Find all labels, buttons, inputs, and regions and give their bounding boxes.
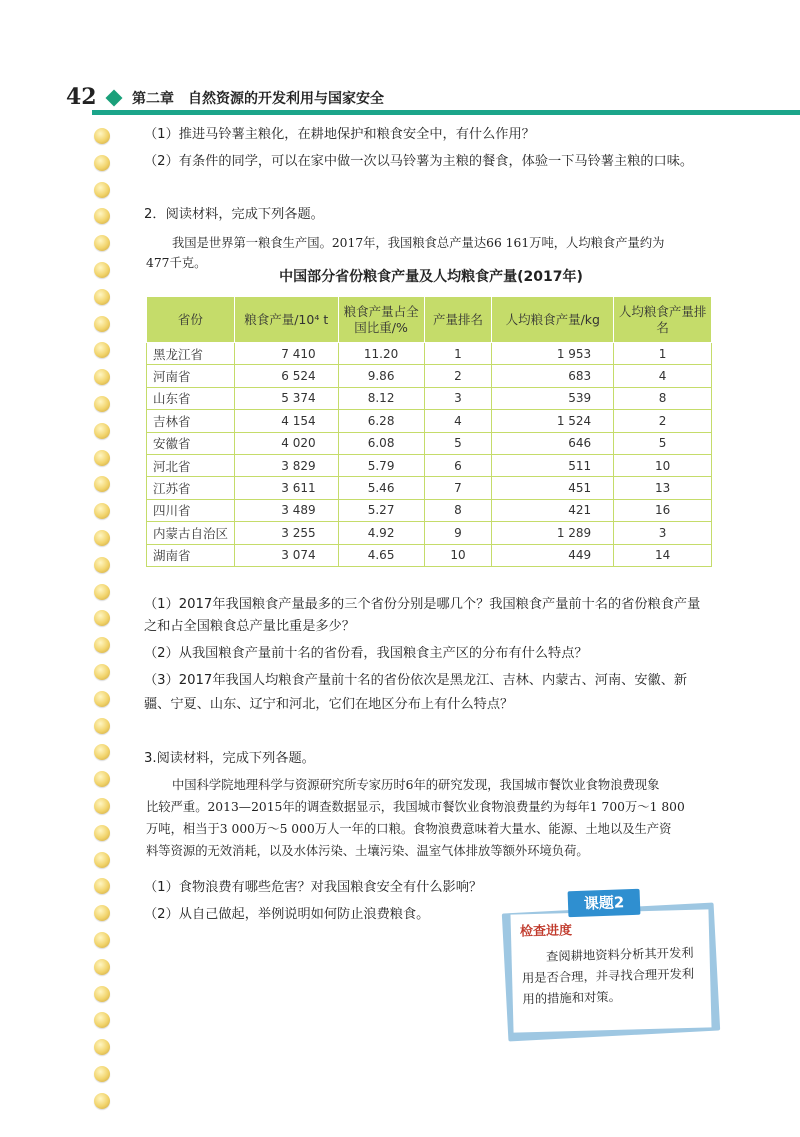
binder-hole (94, 905, 110, 921)
cell-rank: 10 (424, 544, 492, 566)
binder-hole (94, 155, 110, 171)
table-row (147, 432, 712, 454)
cell-per-capita: 449 (492, 544, 614, 566)
header-per-capita: 人均粮食产量/kg (492, 297, 614, 343)
cell-per-capita-rank: 2 (614, 410, 712, 432)
binder-hole (94, 691, 110, 707)
binder-hole (94, 182, 110, 198)
binder-hole (94, 932, 110, 948)
binder-hole (94, 986, 110, 1002)
q2-sub1-line2: 之和占全国粮食总产量比重是多少？ (144, 619, 355, 634)
grain-table (146, 296, 712, 567)
q3-sub2: （2）从自己做起，举例说明如何防止浪费粮食。 (144, 907, 430, 922)
header-per-capita-rank: 人均粮食产量排名 (614, 297, 712, 343)
cell-rank: 2 (424, 365, 492, 387)
binder-hole (94, 369, 110, 385)
cell-rank: 4 (424, 410, 492, 432)
binder-holes (94, 128, 114, 1119)
table-title: 中国部分省份粮食产量及人均粮食产量(2017年) (279, 269, 583, 285)
binder-hole (94, 1093, 110, 1109)
table-row (147, 343, 712, 365)
q2-para-line2: 477千克。 (146, 256, 207, 270)
cell-rank: 6 (424, 454, 492, 476)
topic-tag: 课题2 (568, 889, 641, 917)
q2-para-line1: 我国是世界第一粮食生产国。2017年，我国粮食总产量达66 161万吨，人均粮食产量约为 (172, 236, 665, 250)
cell-province: 吉林省 (147, 410, 235, 432)
cell-per-capita-rank: 16 (614, 499, 712, 521)
cell-output: 3 255 (234, 522, 338, 544)
q3-para-line3: 万吨，相当于3 000万～5 000万人一年的口粮。食物浪费意味着大量水、能源、土地以及生产资 (146, 822, 672, 836)
table-row (147, 387, 712, 409)
cell-share: 8.12 (338, 387, 424, 409)
cell-share: 4.92 (338, 522, 424, 544)
q3-heading: 3.阅读材料，完成下列各题。 (144, 751, 315, 766)
q2-sub3-line2: 疆、宁夏、山东、辽宁和河北，它们在地区分布上有什么特点？ (144, 697, 514, 712)
table-row (147, 499, 712, 521)
binder-hole (94, 316, 110, 332)
binder-hole (94, 1012, 110, 1028)
cell-province: 河南省 (147, 365, 235, 387)
cell-share: 5.79 (338, 454, 424, 476)
header-share: 粮食产量占全国比重/% (338, 297, 424, 343)
cell-province: 黑龙江省 (147, 343, 235, 365)
cell-output: 3 074 (234, 544, 338, 566)
cell-per-capita-rank: 3 (614, 522, 712, 544)
cell-output: 3 829 (234, 454, 338, 476)
cell-rank: 1 (424, 343, 492, 365)
table-row (147, 365, 712, 387)
chapter-title: 第二章 自然资源的开发利用与国家安全 (132, 91, 384, 107)
binder-hole (94, 959, 110, 975)
cell-share: 5.46 (338, 477, 424, 499)
cell-per-capita: 646 (492, 432, 614, 454)
q2-sub1-line1: （1）2017年我国粮食产量最多的三个省份分别是哪几个？我国粮食产量前十名的省份粮食产量 (144, 597, 701, 612)
page-number: 42 (66, 84, 97, 110)
cell-output: 5 374 (234, 387, 338, 409)
q3-para-line2: 比较严重。2013—2015年的调查数据显示，我国城市餐饮业食物浪费量约为每年1 700万～1 800 (146, 800, 685, 814)
q1-sub1: （1）推进马铃薯主粮化，在耕地保护和粮食安全中，有什么作用？ (144, 127, 535, 142)
binder-hole (94, 584, 110, 600)
cell-share: 9.86 (338, 365, 424, 387)
diamond-icon (106, 90, 123, 107)
cell-province: 内蒙古自治区 (147, 522, 235, 544)
cell-per-capita: 511 (492, 454, 614, 476)
q2-sub3-line1: （3）2017年我国人均粮食产量前十名的省份依次是黑龙江、吉林、内蒙古、河南、安徽、新 (144, 673, 688, 688)
cell-rank: 8 (424, 499, 492, 521)
binder-hole (94, 1039, 110, 1055)
cell-per-capita: 451 (492, 477, 614, 499)
binder-hole (94, 128, 110, 144)
binder-hole (94, 262, 110, 278)
cell-per-capita: 1 289 (492, 522, 614, 544)
cell-share: 6.08 (338, 432, 424, 454)
binder-hole (94, 235, 110, 251)
cell-province: 四川省 (147, 499, 235, 521)
cell-per-capita: 683 (492, 365, 614, 387)
q3-sub1: （1）食物浪费有哪些危害？对我国粮食安全有什么影响？ (144, 880, 483, 895)
cell-province: 山东省 (147, 387, 235, 409)
table-header-row (147, 297, 712, 343)
cell-per-capita-rank: 4 (614, 365, 712, 387)
cell-per-capita-rank: 1 (614, 343, 712, 365)
cell-share: 6.28 (338, 410, 424, 432)
table-row (147, 410, 712, 432)
table-row (147, 544, 712, 566)
q2-heading: 2．阅读材料，完成下列各题。 (144, 207, 324, 222)
binder-hole (94, 557, 110, 573)
header-rank: 产量排名 (424, 297, 492, 343)
cell-per-capita-rank: 8 (614, 387, 712, 409)
binder-hole (94, 530, 110, 546)
binder-hole (94, 664, 110, 680)
binder-hole (94, 771, 110, 787)
cell-share: 11.20 (338, 343, 424, 365)
cell-per-capita-rank: 10 (614, 454, 712, 476)
cell-province: 湖南省 (147, 544, 235, 566)
table-row (147, 454, 712, 476)
binder-hole (94, 503, 110, 519)
cell-per-capita-rank: 14 (614, 544, 712, 566)
binder-hole (94, 396, 110, 412)
cell-output: 3 489 (234, 499, 338, 521)
cell-output: 4 020 (234, 432, 338, 454)
cell-per-capita: 1 953 (492, 343, 614, 365)
binder-hole (94, 878, 110, 894)
cell-rank: 5 (424, 432, 492, 454)
binder-hole (94, 798, 110, 814)
binder-hole (94, 342, 110, 358)
cell-province: 安徽省 (147, 432, 235, 454)
binder-hole (94, 744, 110, 760)
q1-sub2: （2）有条件的同学，可以在家中做一次以马铃薯为主粮的餐食，体验一下马铃薯主粮的口味。 (144, 154, 694, 169)
header-rule (92, 110, 800, 115)
q2-sub2: （2）从我国粮食产量前十名的省份看，我国粮食主产区的分布有什么特点？ (144, 646, 588, 661)
table-row (147, 477, 712, 499)
binder-hole (94, 423, 110, 439)
binder-hole (94, 450, 110, 466)
cell-output: 3 611 (234, 477, 338, 499)
cell-rank: 3 (424, 387, 492, 409)
binder-hole (94, 852, 110, 868)
table-row (147, 522, 712, 544)
cell-rank: 9 (424, 522, 492, 544)
binder-hole (94, 208, 110, 224)
binder-hole (94, 289, 110, 305)
binder-hole (94, 476, 110, 492)
cell-share: 5.27 (338, 499, 424, 521)
cell-rank: 7 (424, 477, 492, 499)
cell-per-capita-rank: 5 (614, 432, 712, 454)
topic-text: 查阅耕地资料分析其开发利用是否合理，并寻找合理开发利用的措施和对策。 (521, 945, 695, 1007)
cell-output: 4 154 (234, 410, 338, 432)
header-province: 省份 (147, 297, 235, 343)
topic-heading: 检查进度 (519, 923, 573, 940)
cell-per-capita: 421 (492, 499, 614, 521)
binder-hole (94, 825, 110, 841)
cell-output: 6 524 (234, 365, 338, 387)
binder-hole (94, 718, 110, 734)
binder-hole (94, 637, 110, 653)
cell-output: 7 410 (234, 343, 338, 365)
cell-per-capita: 539 (492, 387, 614, 409)
header-output: 粮食产量/10⁴ t (234, 297, 338, 343)
cell-share: 4.65 (338, 544, 424, 566)
cell-province: 河北省 (147, 454, 235, 476)
page-header (0, 82, 800, 116)
cell-per-capita-rank: 13 (614, 477, 712, 499)
q3-para-line1: 中国科学院地理科学与资源研究所专家历时6年的研究发现，我国城市餐饮业食物浪费现象 (172, 778, 660, 792)
cell-per-capita: 1 524 (492, 410, 614, 432)
q3-para-line4: 料等资源的无效消耗，以及水体污染、土壤污染、温室气体排放等额外环境负荷。 (146, 844, 589, 858)
binder-hole (94, 610, 110, 626)
binder-hole (94, 1066, 110, 1082)
cell-province: 江苏省 (147, 477, 235, 499)
